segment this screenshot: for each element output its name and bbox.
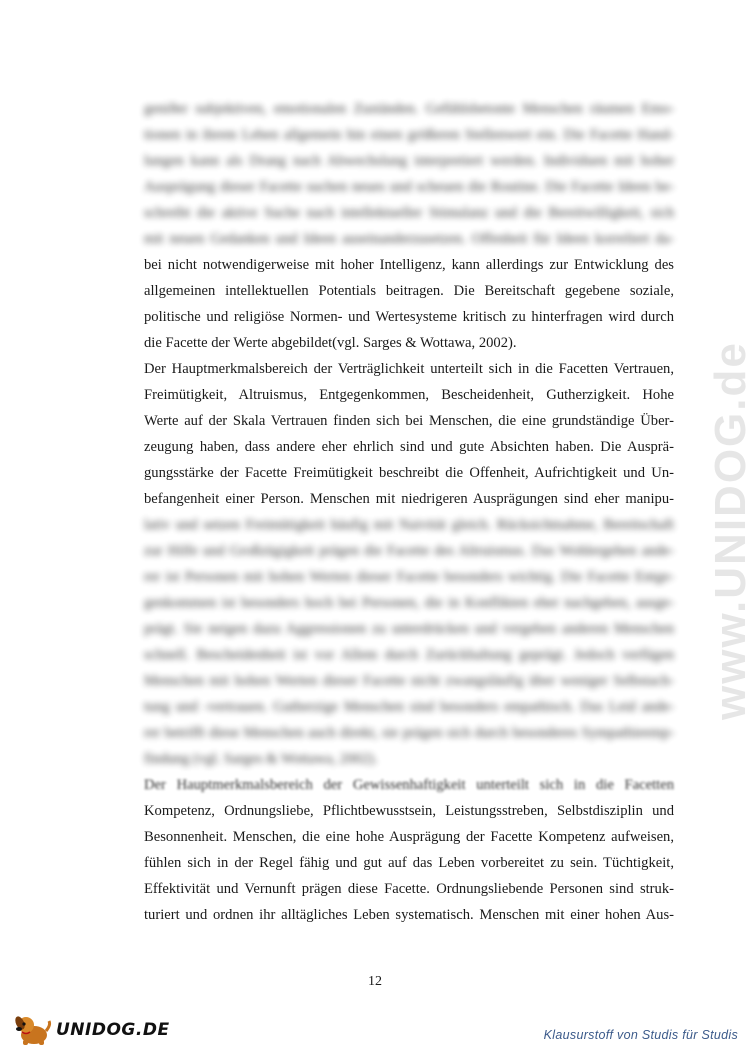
text-line: lungen kann als Drang nach Abwechslung interpretiert werden. Individuen mit hoher [144, 153, 674, 169]
text-line: Menschen mit hohen Werten dieser Facette nicht zwangsläufig über weniger Selbstach- [144, 673, 674, 689]
footer-logo-text: UNIDOG.DE [56, 1020, 170, 1040]
text-line: rer betrifft diese Menschen auch direkt, sie prägen sich durch besonderes Sympathieemp- [144, 725, 674, 741]
text-line: Kompetenz, Ordnungsliebe, Pflichtbewusstsein, Leistungsstreben, Selbstdisziplin und [144, 803, 674, 819]
text-line: schreibt die aktive Suche nach intellektueller Stimulanz und die Bereitwilligkeit, sich [144, 205, 674, 221]
footer-tagline: Klausurstoff von Studis für Studis [543, 1028, 738, 1042]
text-line: lativ und setzen Freimütigkeit häufig mit Naivität gleich. Rücksichtnahme, Bereitschaft [144, 517, 674, 533]
text-line: mit neuen Gedanken und Ideen auseinanderzusetzen. Offenheit für Ideen korreliert da- [144, 231, 674, 247]
text-line: Freimütigkeit, Altruismus, Entgegenkommen, Bescheidenheit, Gutherzigkeit. Hohe [144, 387, 674, 403]
text-line: gungsstärke der Facette Freimütigkeit beschreibt die Offenheit, Aufrichtigkeit und Un- [144, 465, 674, 481]
text-line: politische und religiöse Normen- und Wertesysteme kritisch zu hinterfragen wird durch [144, 309, 674, 325]
text-line: zeugung haben, dass andere eher ehrlich sind und gute Absichten haben. Die Ausprä- [144, 439, 674, 455]
text-line: prägt. Sie neigen dazu Aggressionen zu unterdrücken und vergeben anderen Menschen [144, 621, 674, 637]
text-line: Effektivität und Vernunft prägen diese Facette. Ordnungsliebende Personen sind struk- [144, 881, 674, 897]
text-line: tionen in ihrem Leben allgemein hin einen größeren Stellenwert ein. Die Facette Hand- [144, 127, 674, 143]
text-line: Besonnenheit. Menschen, die eine hohe Ausprägung der Facette Kompetenz aufweisen, [144, 829, 674, 845]
footer-logo[interactable] [14, 1012, 170, 1048]
text-line: rer ist Personen mit hohen Werten dieser Facette besonders wichtig. Die Facette Entge- [144, 569, 674, 585]
text-line: Der Hauptmerkmalsbereich der Verträglichkeit unterteilt sich in die Facetten Vertrauen, [144, 361, 674, 377]
text-line: tung und -vertrauen. Gutherzige Menschen sind besonders empathisch. Das Leid ande- [144, 699, 674, 715]
text-line: Werte auf der Skala Vertrauen finden sich bei Menschen, die eine grundständige Über- [144, 413, 674, 429]
watermark: www.UNIDOG.de [706, 341, 755, 720]
text-line: zur Hilfe und Großzügigkeit prägen die Facette des Altruismus. Das Wohlergehen ande- [144, 543, 674, 559]
text-line: Der Hauptmerkmalsbereich der Gewissenhaftigkeit unterteilt sich in die Facetten [144, 777, 674, 793]
text-line: geniðer subjektiven, emotionalen Zuständen. Gefühlsbetonte Menschen räumen Emo- [144, 101, 674, 117]
text-line: genkommen ist besonders hoch bei Personen, die in Konflikten eher nachgeben, ausge- [144, 595, 674, 611]
text-line: befangenheit einer Person. Menschen mit niedrigeren Ausprägungen sind eher manipu- [144, 491, 674, 507]
text-line: die Facette der Werte abgebildet(vgl. Sarges & Wottawa, 2002). [144, 335, 517, 351]
text-line: allgemeinen intellektuellen Potentials beitragen. Die Bereitschaft gegebene soziale, [144, 283, 674, 299]
text-line: Ausprägung dieser Facette suchen neues und scheuen die Routine. Die Facette Ideen be- [144, 179, 674, 195]
text-line: schnell. Bescheidenheit ist vor Allem durch Zurückhaltung geprägt. Jedoch verfügen [144, 647, 674, 663]
text-line: turiert und ordnen ihr alltägliches Leben systematisch. Menschen mit einer hohen Aus- [144, 907, 674, 923]
dog-mascot-icon [14, 1013, 52, 1047]
text-line: findung (vgl. Sarges & Wottawa, 2002). [144, 751, 378, 767]
text-line: fühlen sich in der Regel fähig und gut auf das Leben vorbereitet zu sein. Tüchtigkeit, [144, 855, 674, 871]
page-number: 12 [368, 974, 382, 989]
text-line: bei nicht notwendigerweise mit hoher Intelligenz, kann allerdings zur Entwicklung des [144, 257, 674, 273]
